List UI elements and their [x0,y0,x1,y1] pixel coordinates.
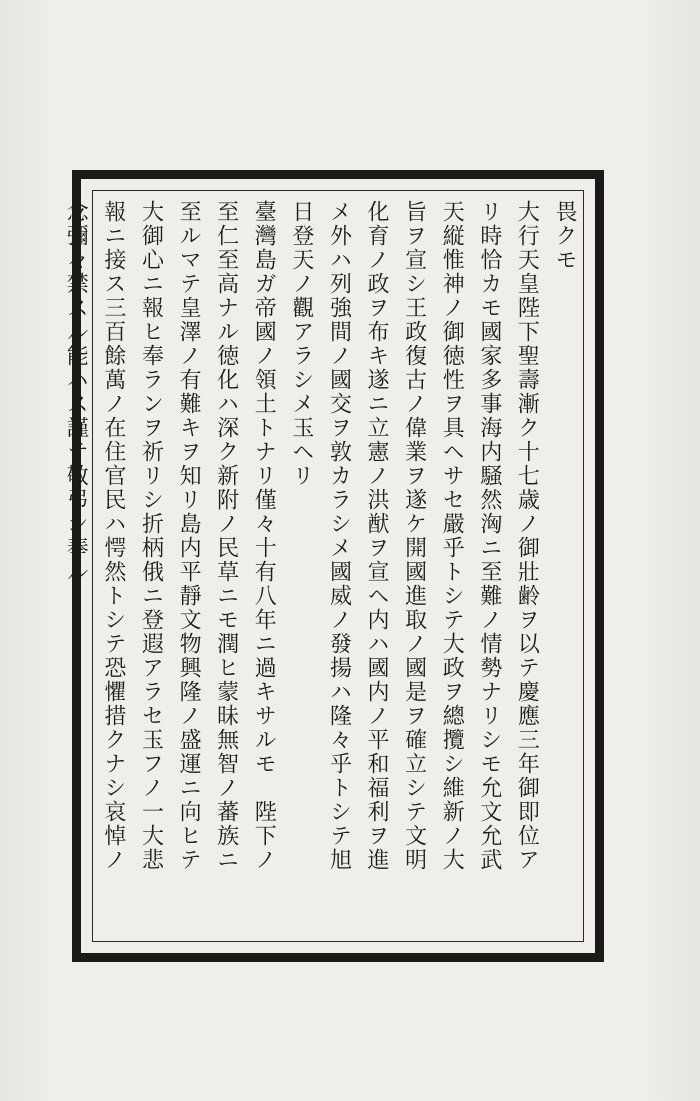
text-column: 報ニ接ス三百餘萬ノ在住官民ハ愕然トシテ恐懼措クナシ哀悼ノ [100,200,126,872]
text-column: 大行天皇陛下聖壽漸ク十七歳ノ御壯齢ヲ以テ慶應三年御即位ア [514,200,540,872]
text-column: 大御心ニ報ヒ奉ランヲ祈リシ折柄俄ニ登遐アラセ玉フノ一大悲 [138,200,164,872]
text-column: 臺灣島ガ帝國ノ領土トナリ僅々十有八年ニ過キサルモ 陛下ノ [251,200,277,872]
text-column: 至ルマテ皇澤ノ有難キヲ知リ島内平靜文物興隆ノ盛運ニ向ヒテ [176,200,202,872]
text-column: 日登天ノ觀アラシメ玉ヘリ [288,200,314,488]
text-column: 至仁至高ナル徳化ハ深ク新附ノ民草ニモ潤ヒ蒙昧無智ノ蕃族ニ [213,200,239,872]
text-columns [63,200,580,940]
text-column: 旨ヲ宣シ王政復古ノ偉業ヲ遂ケ開國進取ノ國是ヲ確立シテ文明 [401,200,427,872]
text-column: 念彌々禁スル能ハス謹テ敬弔シ奉ル [63,200,89,584]
text-block [63,200,580,940]
text-column: リ時恰カモ國家多事海内騒然洶ニ至難ノ情勢ナリシモ允文允武 [476,200,502,872]
text-column: 化育ノ政ヲ布キ遂ニ立憲ノ洪猷ヲ宣ヘ内ハ國内ノ平和福利ヲ進 [364,200,390,872]
text-column: 畏クモ [552,200,577,272]
text-column: 天縦惟神ノ御徳性ヲ具ヘサセ嚴乎トシテ大政ヲ總攬シ維新ノ大 [439,200,465,872]
text-column: メ外ハ列強間ノ國交ヲ敦カラシメ國威ノ發揚ハ隆々乎トシテ旭 [326,200,352,872]
